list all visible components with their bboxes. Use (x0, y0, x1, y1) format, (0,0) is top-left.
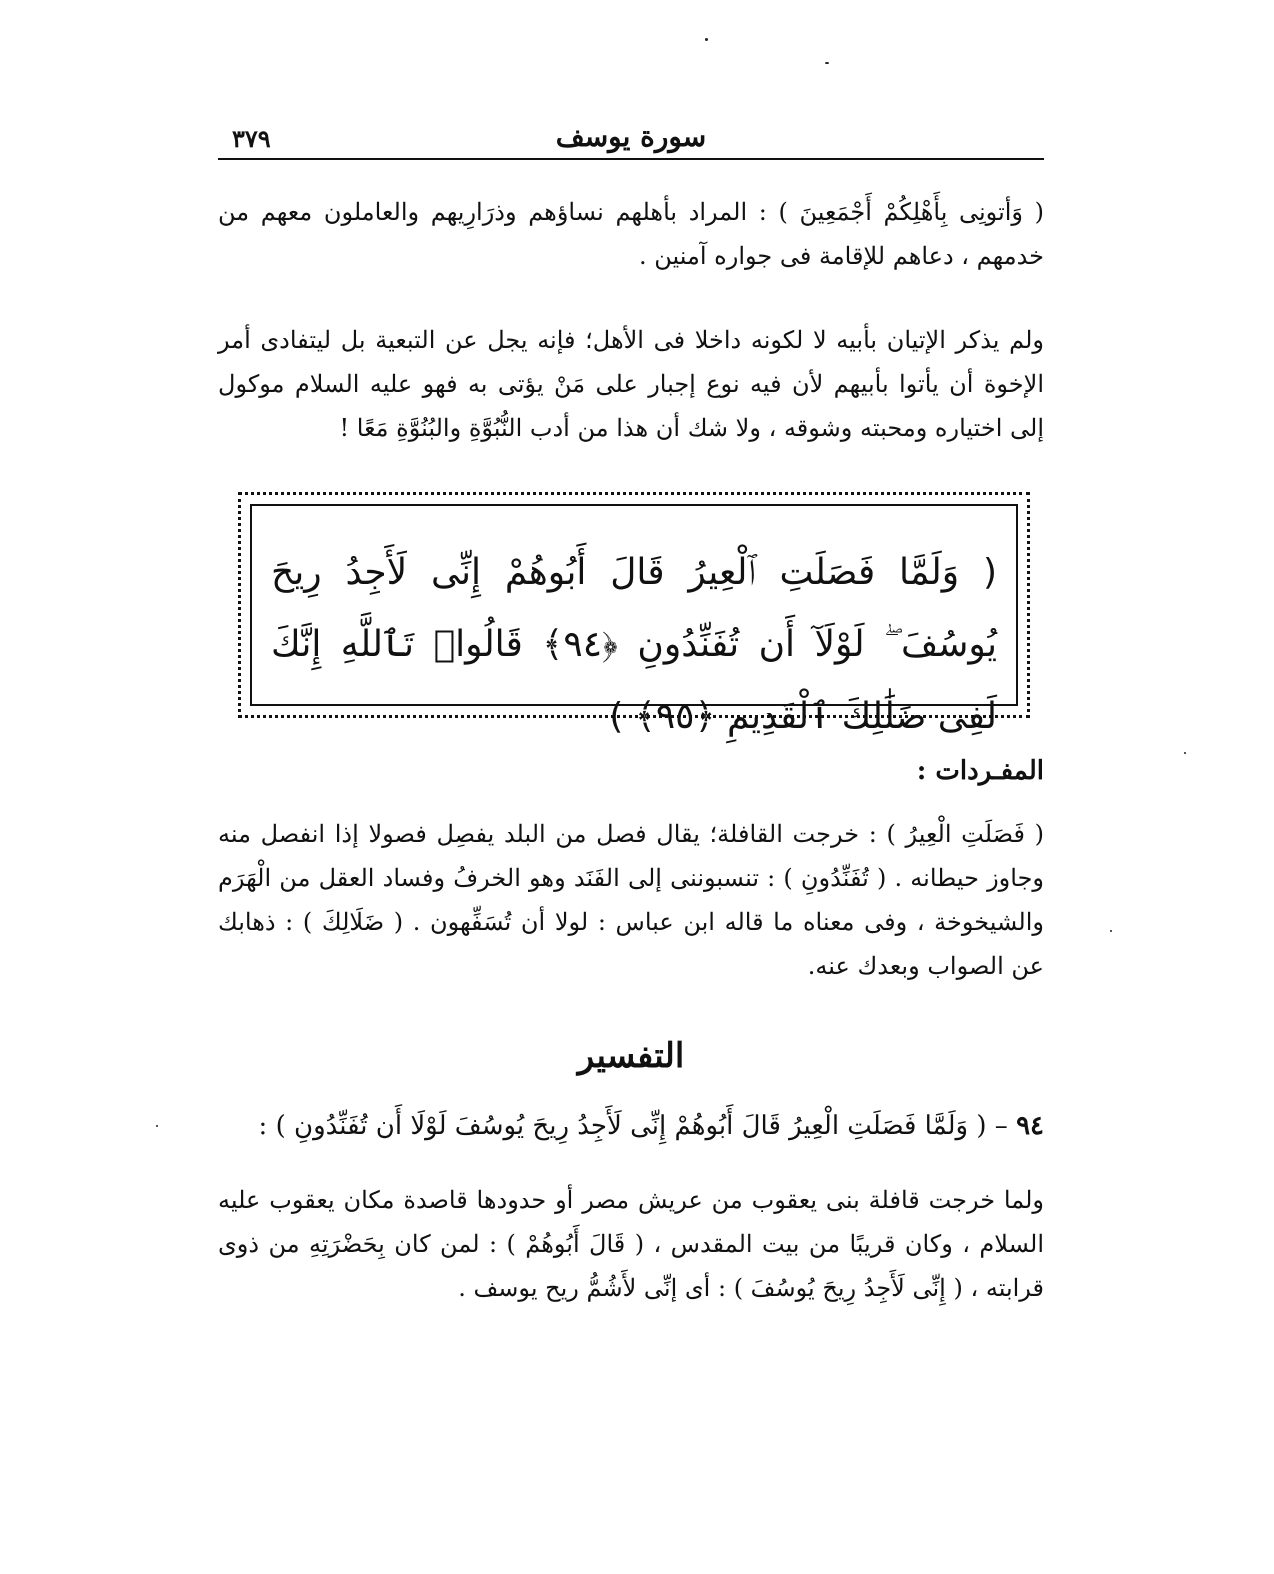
intro-paragraph-1: ( وَأتونِى بِأَهْلِكُمْ أَجْمَعِينَ ) : المراد بأهلهم نساؤهم وذرَارِيهم والعاملون معهم من خدمهم ، دعاهم للإقامة فى جواره آمنين . (218, 198, 1044, 270)
vocabulary-heading: المفـردات : (916, 756, 1044, 786)
tafsir-text: ولما خرجت قافلة بنى يعقوب من عريش مصر أو حدودها قاصدة مكان يعقوب عليه السلام ، وكان قريبًا من بيت المقدس ، ( قَالَ أَبُوهُمْ ) : لمن كان بِحَضْرَتِهِ من ذوى قرابته ، ( إِنِّى لَأَجِدُ رِيحَ يُوسُفَ ) : أى إنِّى لأَشُمُّ ريح يوسف . (218, 1186, 1045, 1302)
page-number: ٣٧٩ (232, 124, 271, 153)
scan-speck (825, 62, 829, 64)
intro-paragraph-2: ولم يذكر الإتيان بأبيه لا لكونه داخلا فى الأهل؛ فإنه يجل عن التبعية بل ليتفادى أمر الإخوة أن يأتوا بأبيهم لأن فيه نوع إجبار على مَنْ يؤتى به فهو عليه السلام موكول إلى اختياره ومحبته وشوقه ، ولا شك أن هذا من أدب النُّبُوَّةِ والبُنُوَّةِ مَعًا ! (218, 326, 1044, 442)
scan-speck (705, 38, 708, 41)
page-header (218, 118, 1044, 160)
surah-title: سورة يوسف (555, 120, 707, 153)
quran-verse-frame (238, 492, 1030, 737)
vocabulary-text: ( فَصَلَتِ الْعِيرُ ) : خرجت القافلة؛ يقال فصل من البلد يفصِل فصولا إذا انفصل منه وجاوز حيطانه . ( تُفَنِّدُونِ ) : تنسبوننى إلى الفَنَد وهو الخرفُ وفساد العقل من الْهَرَم والشيخوخة ، وفى معناه ما قاله ابن عباس : لولا أن تُسَفِّهون . ( ضَلَالِكَ ) : ذهابك عن الصواب وبعدك عنه. (218, 820, 1044, 980)
scan-speck (156, 1125, 158, 1127)
scan-speck (1184, 752, 1186, 754)
verse-number: ٩٤ (1016, 1111, 1044, 1141)
tafsir-verse-line (218, 1104, 1044, 1148)
tafsir-heading: التفسير (577, 1036, 685, 1076)
quran-verse-text: ( وَلَمَّا فَصَلَتِ ٱلْعِيرُ قَالَ أَبُوهُمْ إِنِّى لَأَجِدُ رِيحَ يُوسُفَ ۖ لَوْلَآ أَن تُفَنِّدُونِ ﴿٩٤﴾ قَالُوا۟ تَٱللَّهِ إِنَّكَ لَفِى ضَلَٰلِكَ ٱلْقَدِيمِ ﴿٩٥﴾ ) (271, 552, 998, 737)
scan-speck (1110, 930, 1112, 932)
verse-reference: – ( وَلَمَّا فَصَلَتِ الْعِيرُ قَالَ أَبُوهُمْ إِنِّى لَأَجِدُ رِيحَ يُوسُفَ لَوْلَا أَن تُفَنِّدُونِ ) : (258, 1111, 1008, 1141)
